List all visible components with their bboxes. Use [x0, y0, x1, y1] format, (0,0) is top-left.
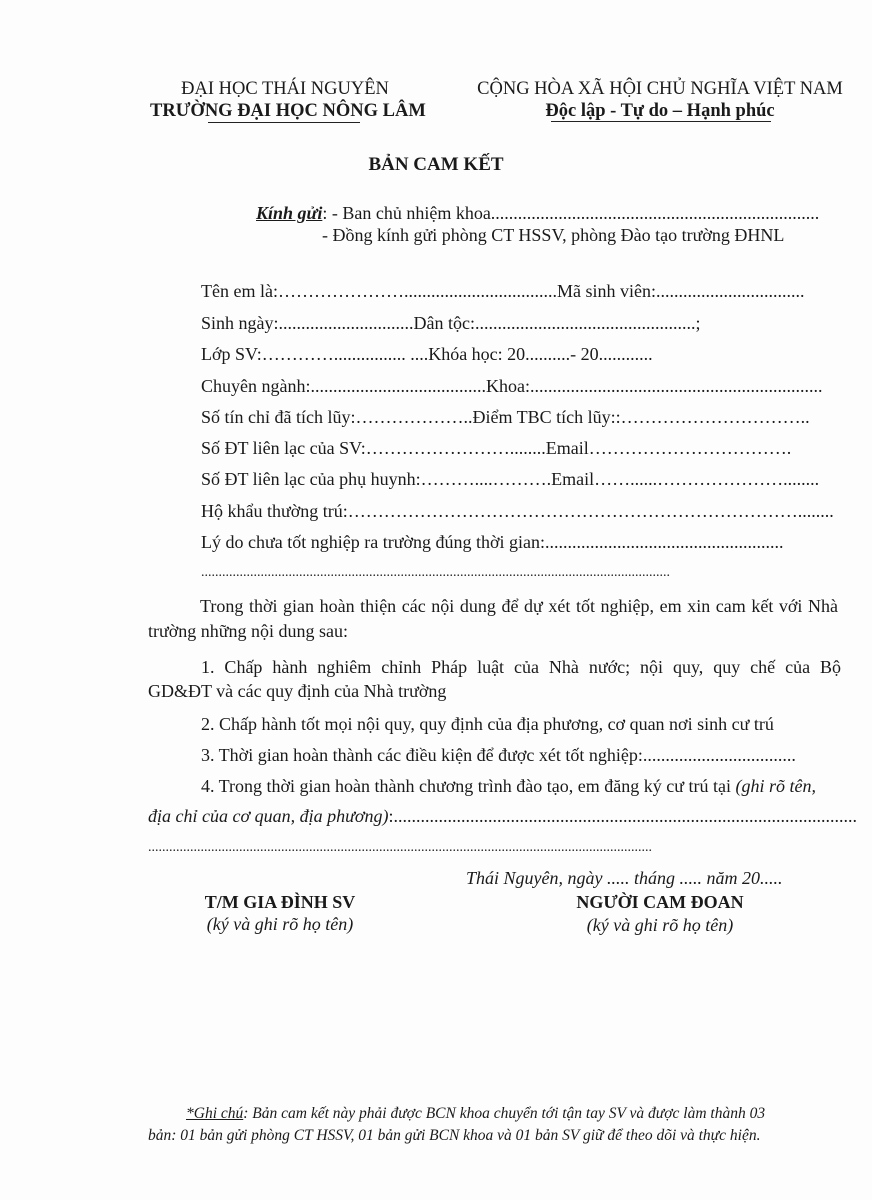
university-name: ĐẠI HỌC THÁI NGUYÊN — [181, 79, 389, 99]
family-signature-note: (ký và ghi rõ họ tên) — [206, 914, 354, 934]
commitment-4-blank[interactable]: :....................................................................................................... — [388, 806, 858, 826]
field-student-phone[interactable]: Số ĐT liên lạc của SV:……………………........Email……………………………. — [201, 438, 792, 458]
recipient-1: - Ban chủ nhiệm khoa......................................................................... — [331, 203, 820, 223]
commitment-1-line1: 1. Chấp hành nghiêm chỉnh Pháp luật của Nhà nước; nội quy, quy chế của Bộ — [201, 657, 841, 677]
recipient-colon: : — [322, 203, 328, 223]
commitment-4-line1 — [201, 775, 816, 797]
country-name: CỘNG HÒA XÃ HỘI CHỦ NGHĨA VIỆT NAM — [477, 79, 843, 99]
header-left — [150, 78, 426, 122]
footnote-text1: : Bản cam kết này phải được BCN khoa chuyển tới tận tay SV và được làm thành 03 — [243, 1105, 766, 1122]
document-title: BẢN CAM KẾT — [368, 154, 504, 175]
footnote-line1 — [186, 1104, 765, 1124]
commitment-4-line2 — [148, 805, 857, 827]
footnote-label: *Ghi chú — [186, 1105, 244, 1122]
recipient-2: - Đồng kính gửi phòng CT HSSV, phòng Đào tạo trường ĐHNL — [322, 225, 785, 245]
motto-underline — [551, 121, 771, 122]
header-right — [460, 78, 860, 122]
field-credits[interactable]: Số tín chỉ đã tích lũy:………………..Điểm TBC tích lũy::………………………….. — [201, 407, 810, 427]
school-name-underline — [208, 122, 360, 123]
commitment-4-hint: (ghi rõ tên, — [735, 776, 816, 796]
commitment-1-line2: GD&ĐT và các quy định của Nhà trường — [148, 681, 447, 701]
recipient-label: Kính gửi — [256, 203, 323, 223]
field-name[interactable]: Tên em là:…………………..................................Mã sinh viên:................................. — [201, 281, 805, 301]
student-signature-note: (ký và ghi rõ họ tên) — [586, 915, 734, 935]
intro-paragraph: Trong thời gian hoàn thiện các nội dung để dự xét tốt nghiệp, em xin cam kết với Nhà trường những nội dung sau: — [148, 596, 838, 641]
school-name: TRƯỜNG ĐẠI HỌC NÔNG LÂM — [150, 101, 426, 121]
recipients-line1 — [256, 202, 819, 224]
commitment-3: 3. Thời gian hoàn thành các điều kiện để được xét tốt nghiệp:.................................. — [201, 745, 796, 765]
field-major[interactable]: Chuyên ngành:.......................................Khoa:................................................................. — [201, 376, 823, 396]
commitment-4-hint-cont: địa chỉ của cơ quan, địa phương) — [148, 806, 389, 826]
field-reason[interactable]: Lý do chưa tốt nghiệp ra trường đúng thời gian:..................................................... — [201, 532, 784, 552]
field-parent-phone[interactable]: Số ĐT liên lạc của phụ huynh:………....……….Email……......…………………........ — [201, 469, 820, 489]
commitment-4-line3[interactable]: ................................................................................................................................................ — [148, 840, 652, 855]
field-birthdate[interactable]: Sinh ngày:..............................Dân tộc:.................................................; — [201, 313, 701, 333]
commitment-4-text: 4. Trong thời gian hoàn thành chương trình đào tạo, em đăng ký cư trú tại — [201, 776, 736, 796]
motto: Độc lập - Tự do – Hạnh phúc — [545, 101, 775, 121]
field-reason-continued[interactable]: ...................................................................................................................................... — [201, 565, 670, 580]
footnote-line2: bản: 01 bản gửi phòng CT HSSV, 01 bản gửi BCN khoa và 01 bản SV giữ để theo dõi và thực hiện. — [148, 1127, 761, 1144]
field-class[interactable]: Lớp SV:…………................ ....Khóa học: 20..........- 20............ — [201, 344, 653, 364]
date-line: Thái Nguyên, ngày ..... tháng ..... năm 20..... — [466, 868, 783, 888]
student-signature-title: NGƯỜI CAM ĐOAN — [576, 892, 744, 912]
field-residence[interactable]: Hộ khẩu thường trú:…………………………………………………………………........ — [201, 501, 834, 521]
family-signature-title: T/M GIA ĐÌNH SV — [204, 892, 356, 912]
commitment-2: 2. Chấp hành tốt mọi nội quy, quy định của địa phương, cơ quan nơi sinh cư trú — [201, 714, 774, 734]
